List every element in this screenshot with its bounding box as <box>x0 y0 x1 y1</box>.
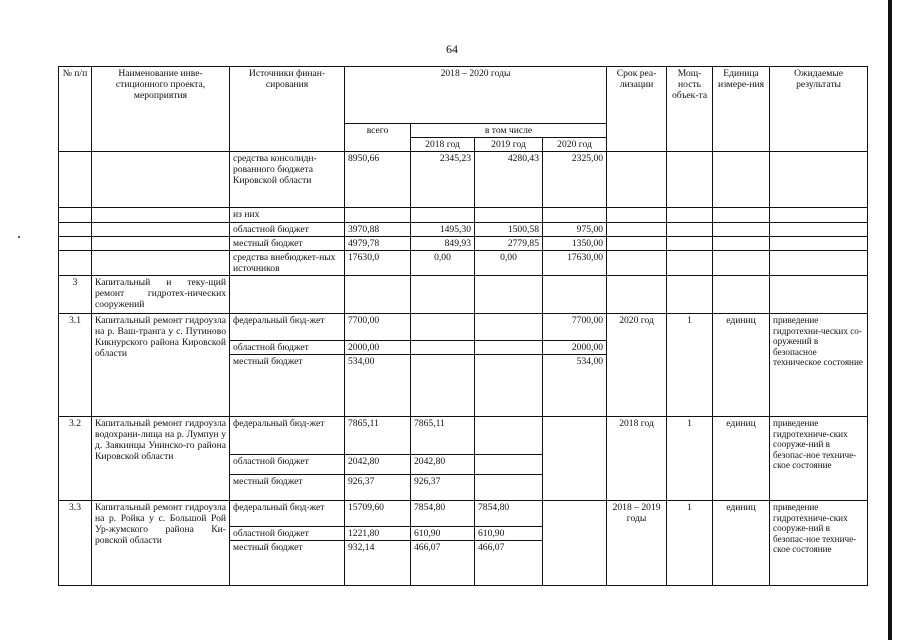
project-row <box>59 314 868 341</box>
value-cell: 610,90 <box>411 527 475 541</box>
value-cell: 8950,66 <box>345 152 411 208</box>
project-unit: единиц <box>713 501 770 586</box>
value-cell: 2000,00 <box>543 341 607 355</box>
project-num: 3.3 <box>59 501 92 586</box>
value-cell: 3970,88 <box>345 223 411 237</box>
project-capacity: 1 <box>667 501 713 586</box>
header-num: № п/п <box>59 67 92 152</box>
value-cell: 2345,23 <box>411 152 475 208</box>
value-cell: 534,00 <box>345 355 411 417</box>
source-cell: средства консолидн-рованного бюджета Кировской области <box>230 152 345 208</box>
value-cell: 1350,00 <box>543 237 607 251</box>
project-capacity: 1 <box>667 417 713 501</box>
source-cell: областной бюджет <box>230 341 345 355</box>
value-cell: 2000,00 <box>345 341 411 355</box>
source-cell: областной бюджет <box>230 455 345 475</box>
header-sources: Источники финан-сирования <box>230 67 345 152</box>
value-cell: 15709,60 <box>345 501 411 527</box>
of-which-label: из них <box>230 208 345 223</box>
table-row <box>59 251 868 276</box>
table-row <box>59 237 868 251</box>
value-cell: 610,90 <box>475 527 543 541</box>
value-cell: 0,00 <box>475 251 543 276</box>
header-including: в том числе <box>411 124 607 138</box>
source-cell: федеральный бюд-жет <box>230 501 345 527</box>
value-cell: 2779,85 <box>475 237 543 251</box>
value-cell: 2042,80 <box>411 455 475 475</box>
project-row <box>59 501 868 527</box>
header-total: всего <box>345 124 411 152</box>
investment-projects-table <box>58 66 868 586</box>
project-term: 2018 год <box>607 417 667 501</box>
value-cell: 7700,00 <box>543 314 607 341</box>
project-term: 2018 – 2019 годы <box>607 501 667 586</box>
value-cell: 1495,30 <box>411 223 475 237</box>
value-cell: 849,93 <box>411 237 475 251</box>
header-capacity: Мощ-ность объек-та <box>667 67 713 152</box>
value-cell: 466,07 <box>475 541 543 586</box>
header-term: Срок реа-лизации <box>607 67 667 152</box>
header-row <box>59 67 868 124</box>
source-cell: средства внебюджет-ных источников <box>230 251 345 276</box>
value-cell: 926,37 <box>411 475 475 501</box>
value-cell: 4979,78 <box>345 237 411 251</box>
value-cell: 7865,11 <box>345 417 411 455</box>
source-cell: местный бюджет <box>230 475 345 501</box>
project-term: 2020 год <box>607 314 667 417</box>
source-cell: местный бюджет <box>230 541 345 586</box>
section-row <box>59 276 868 314</box>
value-cell: 975,00 <box>543 223 607 237</box>
scan-edge-bar <box>888 0 892 640</box>
project-num: 3.1 <box>59 314 92 417</box>
value-cell: 17630,00 <box>543 251 607 276</box>
value-cell: 534,00 <box>543 355 607 417</box>
table-row <box>59 208 868 223</box>
project-unit: единиц <box>713 417 770 501</box>
source-cell: областной бюджет <box>230 223 345 237</box>
value-cell: 2325,00 <box>543 152 607 208</box>
value-cell: 926,37 <box>345 475 411 501</box>
value-cell: 4280,43 <box>475 152 543 208</box>
project-result: приведение гидротехни-ческих со-оружений в безопасное техническое состояние <box>770 314 868 417</box>
source-cell: федеральный бюд-жет <box>230 314 345 341</box>
project-unit: единиц <box>713 314 770 417</box>
source-cell: местный бюджет <box>230 355 345 417</box>
source-cell: федеральный бюд-жет <box>230 417 345 455</box>
section-num: 3 <box>59 276 92 314</box>
project-result: приведение гидротехниче-ских сооруже-ний в безопас-ное техниче-ское состояние <box>770 417 868 501</box>
value-cell: 7700,00 <box>345 314 411 341</box>
source-cell: областной бюджет <box>230 527 345 541</box>
table-row <box>59 152 868 208</box>
header-2020: 2020 год <box>543 138 607 152</box>
source-cell: местный бюджет <box>230 237 345 251</box>
value-cell: 2042,80 <box>345 455 411 475</box>
header-name: Наименование инве-стиционного проекта, мероприятия <box>92 67 230 152</box>
value-cell: 932,14 <box>345 541 411 586</box>
scan-speck <box>18 236 20 238</box>
header-2018: 2018 год <box>411 138 475 152</box>
value-cell: 466,07 <box>411 541 475 586</box>
value-cell: 0,00 <box>411 251 475 276</box>
value-cell: 7865,11 <box>411 417 475 455</box>
page-number: 64 <box>446 42 458 56</box>
header-unit: Единица измере-ния <box>713 67 770 152</box>
value-cell: 7854,80 <box>475 501 543 527</box>
project-row <box>59 417 868 455</box>
section-name: Капитальный и теку-щий ремонт гидротех-нических сооружений <box>92 276 230 314</box>
project-num: 3.2 <box>59 417 92 501</box>
value-cell: 1221,80 <box>345 527 411 541</box>
header-2019: 2019 год <box>475 138 543 152</box>
value-cell: 17630,0 <box>345 251 411 276</box>
header-results: Ожидаемые результаты <box>770 67 868 152</box>
header-years: 2018 – 2020 годы <box>345 67 607 124</box>
project-name: Капитальный ремонт гидроузла на р. Ваш-транга у с. Путиново Кикнурского района Кировской области <box>92 314 230 417</box>
value-cell: 7854,80 <box>411 501 475 527</box>
project-capacity: 1 <box>667 314 713 417</box>
project-name: Капитальный ремонт гидроузла водохрани-лища на р. Лумпун у д. Заякинцы Унинско-го района Кировской области <box>92 417 230 501</box>
table-row <box>59 223 868 237</box>
project-result: приведение гидротехниче-ских сооруже-ний в безопас-ное техниче-ское состояние <box>770 501 868 586</box>
value-cell: 1500,58 <box>475 223 543 237</box>
project-name: Капитальный ремонт гидроузла на р. Ройка у с. Большой Рой Ур-жумского района Ки-ровской области <box>92 501 230 586</box>
